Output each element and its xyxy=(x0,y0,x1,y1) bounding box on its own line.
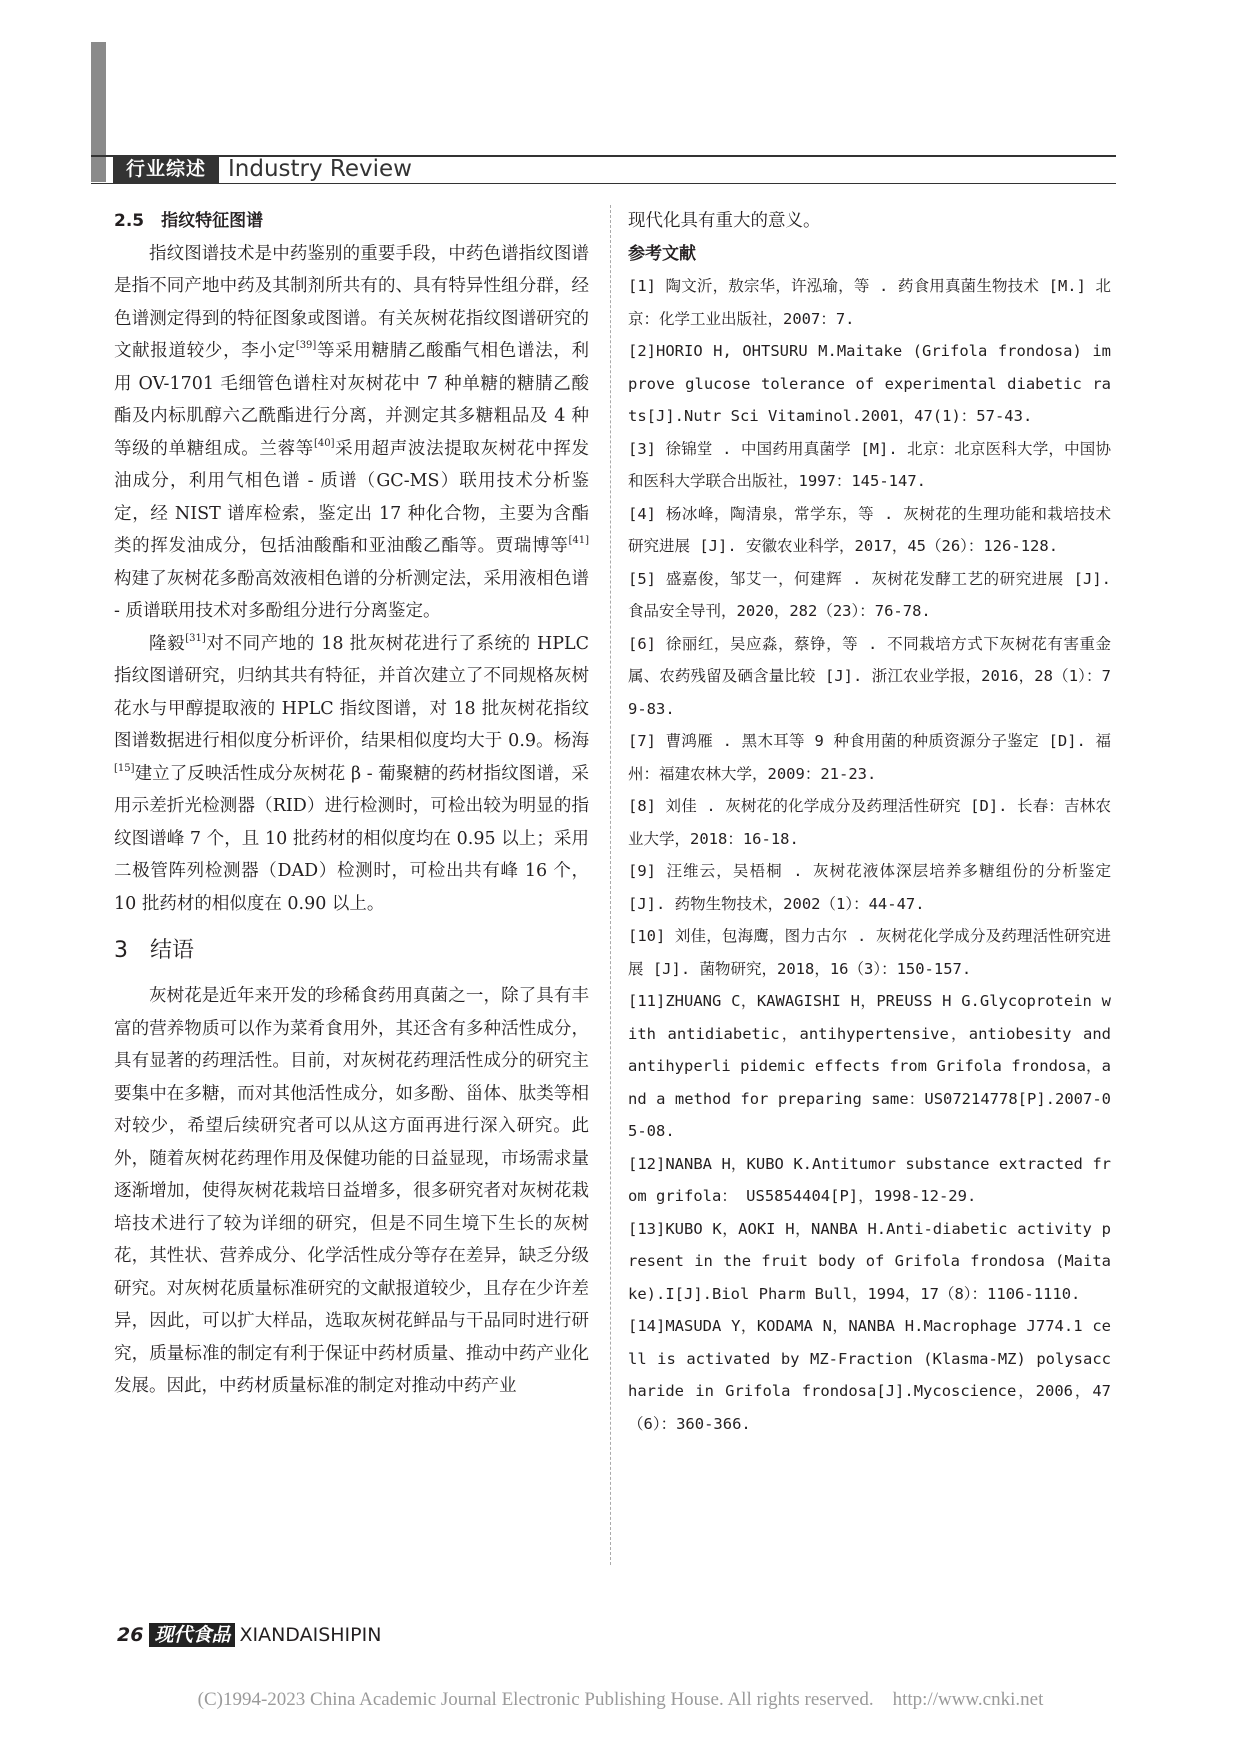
column-divider xyxy=(610,205,611,1565)
copyright-watermark: (C)1994-2023 China Academic Journal Electronic Publishing House. All rights reserved. http://www.cnki.net xyxy=(197,1689,1044,1710)
citation: [39] xyxy=(295,340,317,351)
section-tag: 行业综述 xyxy=(113,156,219,183)
reference-item: [6] 徐丽红，吴应淼，蔡铮，等 . 不同栽培方式下灰树花有害重金属、农药残留及硒含量比较 [J]. 浙江农业学报，2016，28（1）：79-83. xyxy=(628,634,1111,718)
reference-item: [9] 汪维云，吴梧桐 . 灰树花液体深层培养多糖组份的分析鉴定 [J]. 药物生物技术，2002（1）：44-47. xyxy=(628,862,1111,913)
paragraph-continuation: 现代化具有重大的意义。 xyxy=(628,211,821,231)
section-3-heading: 3 结语 xyxy=(114,938,194,963)
reference-item: [3] 徐锦堂 . 中国药用真菌学 [M]. 北京：北京医科大学，中国协和医科大学联合出版社，1997：145-147. xyxy=(628,439,1111,490)
magazine-name: 现代食品 xyxy=(149,1623,235,1647)
section-2-5-heading: 2.5 指纹特征图谱 xyxy=(114,211,264,231)
reference-item: [8] 刘佳 . 灰树花的化学成分及药理活性研究 [D]. 长春：吉林农业大学，2018：16-18. xyxy=(628,797,1111,848)
paragraph-fingerprint-1: 指纹图谱技术是中药鉴别的重要手段，中药色谱指纹图谱是指不同产地中药及其制剂所共有的、具有特异性组分群，经色谱测定得到的特征图象或图谱。有关灰树花指纹图谱研究的文献报道较少，李小定[39]等采用糖腈乙酸酯气相色谱法，利用 OV-1701 毛细管色谱柱对灰树花中 7 种单糖的糖腈乙酸酯及内标肌醇六乙酰酯进行分离，并测定其多糖粗品及 4 种等级的单糖组成。兰蓉等[40]采用超声波法提取灰树花中挥发油成分，利用气相色谱 - 质谱（GC-MS）联用技术分析鉴定，经 NIST 谱库检索，鉴定出 17 种化合物，主要为含酯类的挥发油成分，包括油酸酯和亚油酸乙酯等。贾瑞博等[41]构建了灰树花多酚高效液相色谱的分析测定法，采用液相色谱 - 质谱联用技术对多酚组分进行分离鉴定。 xyxy=(114,243,590,621)
reference-item: [4] 杨冰峰，陶清泉，常学东，等 . 灰树花的生理功能和栽培技术研究进展 [J]. 安徽农业科学，2017，45（26）：126-128. xyxy=(628,504,1111,555)
section-title-en: Industry Review xyxy=(228,156,412,182)
page-number: 26 xyxy=(117,1624,144,1646)
reference-item: [12]NANBA H，KUBO K.Antitumor substance extracted from grifola： US5854404[P]，1998-12-29. xyxy=(628,1154,1111,1205)
citation: [15] xyxy=(114,762,135,774)
paragraph-conclusion: 灰树花是近年来开发的珍稀食药用真菌之一，除了具有丰富的营养物质可以作为菜肴食用外，其还含有多种活性成分，具有显著的药理活性。目前，对灰树花药理活性成分的研究主要集中在多糖，而对其他活性成分，如多酚、甾体、肽类等相对较少，希望后续研究者可以从这方面再进行深入研究。此外，随着灰树花药理作用及保健功能的日益显现，市场需求量逐渐增加，使得灰树花栽培日益增多，很多研究者对灰树花栽培技术进行了较为详细的研究，但是不同生境下生长的灰树花，其性状、营养成分、化学活性成分等存在差异，缺乏分级研究。对灰树花质量标准研究的文献报道较少，且存在少许差异，因此，可以扩大样品，选取灰树花鲜品与干品同时进行研究，质量标准的制定有利于保证中药材质量、推动中药产业化发展。因此，中药材质量标准的制定对推动中药产业 xyxy=(114,986,589,1396)
right-column xyxy=(628,205,1111,1440)
magazine-name-en: XIANDAISHIPIN xyxy=(239,1624,382,1646)
reference-item: [1] 陶文沂，敖宗华，许泓瑜，等 . 药食用真菌生物技术 [M.] 北京：化学工业出版社，2007：7. xyxy=(628,277,1111,328)
header-side-bar xyxy=(91,42,106,182)
paragraph-fingerprint-2: 隆毅[31]对不同产地的 18 批灰树花进行了系统的 HPLC 指纹图谱研究，归纳其共有特征，并首次建立了不同规格灰树花水与甲醇提取液的 HPLC 指纹图谱，对 18 批灰树花指纹图谱数据进行相似度分析评价，结果相似度均大于 0.9。杨海[15]建立了反映活性成分灰树花 β - 葡聚糖的药材指纹图谱，采用示差折光检测器（RID）进行检测时，可检出较为明显的指纹图谱峰 7 个，且 10 批药材的相似度均在 0.95 以上；采用二极管阵列检测器（DAD）检测时，可检出共有峰 16 个，10 批药材的相似度在 0.90 以上。 xyxy=(114,632,589,914)
reference-item: [14]MASUDA Y，KODAMA N，NANBA H.Macrophage J774.1 cell is activated by MZ-Fraction (Klasma-MZ) polysaccharide in Grifola frondosa[J].Mycoscience，2006，47（6）：360-366. xyxy=(628,1317,1111,1433)
reference-item: [13]KUBO K，AOKI H，NANBA H.Anti-diabetic activity present in the fruit body of Grifola frondosa (Maitake).I[J].Biol Pharm Bull，1994，17（8）：1106-1110. xyxy=(628,1219,1111,1303)
citation: [41] xyxy=(568,535,589,546)
reference-item: [10] 刘佳，包海鹰，图力古尔 . 灰树花化学成分及药理活性研究进展 [J]. 菌物研究，2018，16（3）：150-157. xyxy=(628,927,1111,978)
reference-item: [7] 曹鸿雁 . 黑木耳等 9 种食用菌的种质资源分子鉴定 [D]. 福州：福建农林大学，2009：21-23. xyxy=(628,732,1111,783)
references-heading: 参考文献 xyxy=(628,243,696,264)
reference-item: [2]HORIO H, OHTSURU M.Maitake (Grifola frondosa) improve glucose tolerance of experimental diabetic rats[J].Nutr Sci Vitaminol.2001，47(1)：57-43. xyxy=(628,342,1111,425)
citation: [40] xyxy=(313,437,335,449)
left-column xyxy=(114,205,589,1403)
citation: [31] xyxy=(185,632,206,644)
reference-item: [5] 盛嘉俊，邹艾一，何建辉 . 灰树花发酵工艺的研究进展 [J]. 食品安全导刊，2020，282（23）：76-78. xyxy=(628,569,1111,620)
reference-item: [11]ZHUANG C，KAWAGISHI H，PREUSS H G.Glycoprotein with antidiabetic，antihypertensive，antiobesity and antihyperli pidemic effects from Grifola frondosa，and a method for preparing same：US07214778[P].2007-05-08. xyxy=(628,992,1111,1140)
page-footer xyxy=(117,1620,381,1647)
